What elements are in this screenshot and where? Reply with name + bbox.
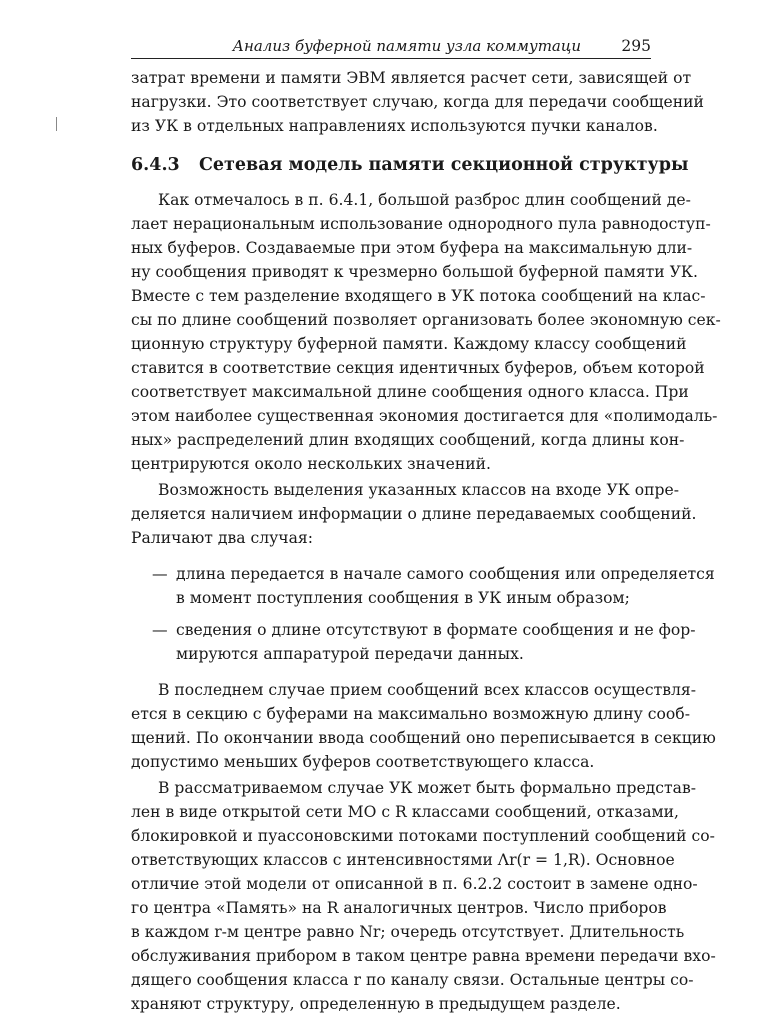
margin-mark [56,117,57,131]
running-header [131,36,651,59]
bullet-line: сведения о длине отсутствуют в формате сообщения и не фор- [176,621,696,639]
text-line: ционную структуру буферной памяти. Каждому классу сообщений [131,335,687,353]
running-title: Анализ буферной памяти узла коммутаци [232,37,581,55]
text-line: нагрузки. Это соответствует случаю, когда для передачи сообщений [131,93,704,111]
text-line: Раличают два случая: [131,529,314,547]
text-line: в каждом r-м центре равно Nr; очередь отсутствует. Длительность [131,923,685,941]
bullet-line: мируются аппаратурой передачи данных. [176,645,524,663]
text-line: допустимо меньших буферов соответствующего класса. [131,753,595,771]
text-line: ется в секцию с буферами на максимально возможную длину сооб- [131,705,690,723]
text-line: отличие этой модели от описанной в п. 6.2.2 состоит в замене одно- [131,875,698,893]
text-line: этом наиболее существенная экономия достигается для «полимодаль- [131,407,718,425]
text-line: блокировкой и пуассоновскими потоками поступлений сообщений со- [131,827,715,845]
text-line: В рассматриваемом случае УК может быть формально представ- [158,779,696,797]
bullet-line: в момент поступления сообщения в УК иным образом; [176,589,630,607]
text-line: сы по длине сообщений позволяет организовать более экономную сек- [131,311,721,329]
bullet-dash: — [152,565,168,583]
text-line: ответствующих классов с интенсивностями Λr(r = 1,R). Основное [131,851,675,869]
text-line: обслуживания прибором в таком центре равна времени передачи вхо- [131,947,716,965]
text-line: ных» распределений длин входящих сообщений, когда длины кон- [131,431,685,449]
text-line: деляется наличием информации о длине передаваемых сообщений. [131,505,697,523]
text-line: Как отмечалось в п. 6.4.1, большой разброс длин сообщений де- [158,191,691,209]
section-heading [131,152,689,178]
section-title: Сетевая модель памяти секционной структуры [199,155,689,175]
text-line: ну сообщения приводят к чрезмерно большой буферной памяти УК. [131,263,698,281]
text-line: лен в виде открытой сети МО с R классами сообщений, отказами, [131,803,679,821]
text-line: соответствует максимальной длине сообщения одного класса. При [131,383,689,401]
bullet-line: длина передается в начале самого сообщения или определяется [176,565,715,583]
bullet-dash: — [152,621,168,639]
text-line: затрат времени и памяти ЭВМ является расчет сети, зависящей от [131,69,692,87]
text-line: лает нерациональным использование однородного пула равнодоступ- [131,215,711,233]
text-line: храняют структуру, определенную в предыдущем разделе. [131,995,621,1013]
page-number: 295 [621,37,651,55]
text-line: из УК в отдельных направлениях используются пучки каналов. [131,117,658,135]
text-line: щений. По окончании ввода сообщений оно переписывается в секцию [131,729,716,747]
text-line: Возможность выделения указанных классов на входе УК опре- [158,481,679,499]
text-line: Вместе с тем разделение входящего в УК потока сообщений на клас- [131,287,706,305]
text-line: дящего сообщения класса r по каналу связи. Остальные центры со- [131,971,694,989]
text-line: го центра «Память» на R аналогичных центров. Число приборов [131,899,667,917]
text-line: ставится в соответствие секция идентичных буферов, объем которой [131,359,705,377]
section-number: 6.4.3 [131,155,180,175]
text-line: В последнем случае прием сообщений всех классов осуществля- [158,681,697,699]
text-line: центрируются около нескольких значений. [131,455,491,473]
text-line: ных буферов. Создаваемые при этом буфера на максимальную дли- [131,239,693,257]
